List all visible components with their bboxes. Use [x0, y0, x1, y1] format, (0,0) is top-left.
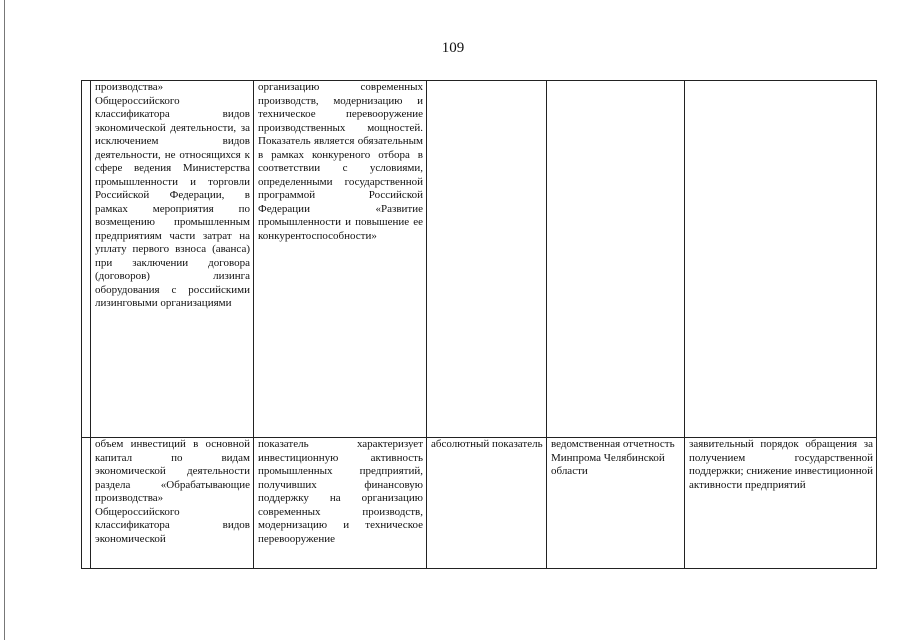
- risk-factors-cell: [685, 81, 877, 438]
- indicator-name-cell: объем инвестиций в основной капитал по видам экономической деятельности раздела «Обрабатывающие производства» Общероссийского классификатора видов экономической: [91, 438, 254, 569]
- row-number-cell: [82, 438, 91, 569]
- indicator-table: [81, 80, 877, 569]
- page-number: 109: [441, 40, 465, 56]
- table-row: [82, 438, 877, 569]
- page-edge-line: [4, 0, 5, 640]
- indicator-description-cell: показатель характеризует инвестиционную активность промышленных предприятий, получивших финансовую поддержку на организацию современных производств, модернизацию и техническое перевооружение: [254, 438, 427, 569]
- indicator-type-cell: [427, 81, 547, 438]
- indicator-type-cell: абсолютный показатель: [427, 438, 547, 569]
- risk-factors-cell: заявительный порядок обращения за получением государственной поддержки; снижение инвестиционной активности предприятий: [685, 438, 877, 569]
- row-number-cell: [82, 81, 91, 438]
- indicator-description-cell: организацию современных производств, модернизацию и техническое перевооружение производственных мощностей. Показатель является обязательным в рамках конкуреного отбора в соответствии с условиями, определенными государственной программой Российской Федерации «Развитие промышленности и повышение ее конкурентоспособности»: [254, 81, 427, 438]
- indicator-name-cell: производства» Общероссийского классификатора видов экономической деятельности, за исключением видов деятельности, не относящихся к сфере ведения Министерства промышленности и торговли Российской Федерации, в рамках мероприятия по возмещению промышленным предприятиям части затрат на уплату первого взноса (аванса) при заключении договора (договоров) лизинга оборудования с российскими лизинговыми организациями: [91, 81, 254, 438]
- data-source-cell: [547, 81, 685, 438]
- data-source-cell: ведомственная отчетность Минпрома Челябинской области: [547, 438, 685, 569]
- table-row: [82, 81, 877, 438]
